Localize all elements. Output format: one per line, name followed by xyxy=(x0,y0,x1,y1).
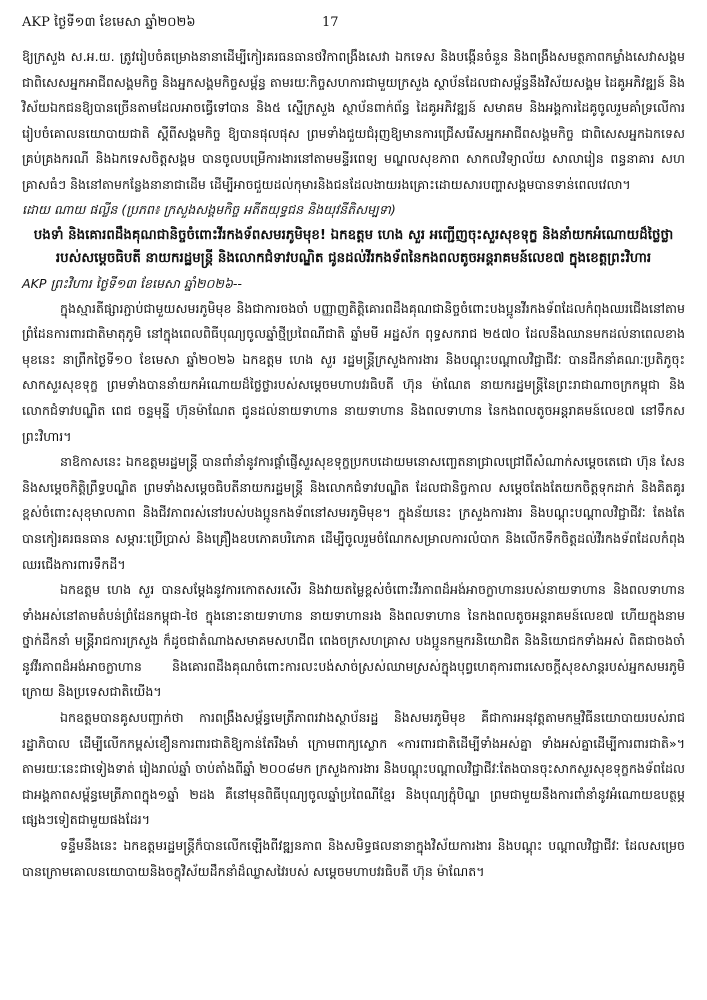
header-date: AKP ថ្ងៃទី១៣ ខែមេសា ឆ្នាំ២០២៦ xyxy=(22,15,196,30)
article-paragraph: ឯកឧត្តមបានគូសបញ្ជាក់ថា ការពង្រឹងសម្ព័ន្ធមេត្រីភាពរវាងស្ថាប័នរដ្ឋ និងសមរភូមិមុខ គឺជាការអនុវត្តតាមកម្មវិធីនយោបាយរបស់រាជរដ្ឋាភិបាល ដើម្បីលើកកម្ពស់ខឿនការពារជាតិឱ្យកាន់តែរឹងមាំ ក្រោមពាក្យស្លោក «ការពារជាតិដើម្បីទាំងអស់គ្នា ទាំងអស់គ្នាដើម្បីការពារជាតិ»។ តាមរយៈនេះជាទៀងទាត់ រៀងរាល់ឆ្នាំ ចាប់តាំងពីឆ្នាំ ២០០៨មក ក្រសួងការងារ និងបណ្តុះបណ្តាលវិជ្ជាជីវៈតែងបានចុះសាកសួរសុខទុក្ខកងទ័ពដែលជាអង្គភាពសម្ព័ន្ធមេត្រីភាពក្នុង១ឆ្នាំ ២ដង គឺនៅមុនពិធីបុណ្យចូលឆ្នាំប្រពៃណីខ្មែរ និងបុណ្យភ្ជុំបិណ្ឌ ព្រមជាមួយនឹងការពាំនាំនូវអំណោយឧបត្ថម្ភផ្សេងៗទៀតជាមួយផងដែរ។ xyxy=(22,710,685,828)
continuation-paragraph: ឱ្យក្រសួង ស.អ.យ. ត្រូវរៀបចំគម្រោងនានាដើម្បីកៀរគរធនធានថវិកាពង្រឹងសេវា ឯកទេស និងបង្កើនចំនួន និងពង្រឹងសមត្ថភាពកម្លាំងសេវាសង្គម ជាពិសេសអ្នកអាជីពសង្គមកិច្ច និងអ្នកសង្គមកិច្ចសម្ព័ន្ធ តាមរយៈកិច្ចសហការជាមួយក្រសួង ស្ថាប័នដែលជាសម្ព័ន្ធនឹងវិស័យសង្គម ដៃគូអភិវឌ្ឍន៍ និងវិស័យឯកជនឱ្យបានច្រើនតាមដែលអាចធ្វើទៅបាន និង៥ ស្នើក្រសួង ស្ថាប័នពាក់ព័ន្ធ ដៃគូអភិវឌ្ឍន៍ សមាគម និងអង្គការដៃគូចូលរួមគាំទ្រលើការរៀបចំគោលនយោបាយជាតិ ស្តីពីសង្គមកិច្ច ឱ្យបានផុលផុស ព្រមទាំងជួយជំរុញឱ្យមានការជ្រើសរើសអ្នកអាជីពសង្គមកិច្ច ជាពិសេសអ្នកឯកទេសគ្រប់គ្រងករណី និងឯកទេសចិត្តសង្គម បានចូលបម្រើការងារនៅតាមមន្ទីរពេទ្យ មណ្ឌលសុខភាព សាកលវិទ្យាល័យ សាលារៀន ពន្ធនាគារ សហគ្រាសធំៗ និងនៅតាមកន្លែងនានាជាដើម ដើម្បីអាចជួយដល់កុមារនិងជនដែលងាយរងគ្រោះដោយសារបញ្ហាសង្គមបានទាន់ពេលវេលា។ xyxy=(22,49,685,192)
article-title: បងទាំ និងគោរពដឹងគុណជានិច្ចចំពោះវីរកងទ័ពសមរភូមិមុខ! ឯកឧត្តម ហេង សួរ អញ្ជើញចុះសួរសុខទុក្ខ និងនាំយកអំណោយដ៏ថ្លៃថ្លារបស់សម្តេចធិបតី នាយករដ្ឋមន្ត្រី និងលោកជំទាវបណ្ឌិត ជូនដល់វីរកងទ័ពនៃកងពលតូចអន្តរាគមន៍លេខ៧ ក្នុងខេត្តព្រះវិហារ xyxy=(33,227,674,266)
page-number: 17 xyxy=(322,15,339,30)
page-header xyxy=(22,14,685,44)
article-dateline: AKP ព្រះវិហារ ថ្ងៃទី១៣ ខែមេសា ឆ្នាំ២០២៦-- xyxy=(22,275,242,291)
continuation-byline: ដោយ ណាយ ផល្លីន (ប្រភព៖ ក្រសួងសង្គមកិច្ច អតីតយុទ្ធជន និងយុវនីតិសម្បទា) xyxy=(22,201,396,217)
article-paragraph: នាឱកាសនេះ ឯកឧត្តមរដ្ឋមន្ត្រី បានពាំនាំនូវការផ្តាំផ្ញើសួរសុខទុក្ខប្រកបដោយមនោសញ្ចេតនាជ្រាលជ្រៅពីសំណាក់សម្តេចតេជោ ហ៊ុន សែន និងសម្តេចកិត្តិព្រឹទ្ធបណ្ឌិត ព្រមទាំងសម្តេចធិបតីនាយករដ្ឋមន្ត្រី និងលោកជំទាវបណ្ឌិត ដែលជានិច្ចកាល សម្តេចតែងតែយកចិត្តទុកដាក់ និងគិតគូរខ្ពស់ចំពោះសុខុមាលភាព និងជីវភាពរស់នៅរបស់បងប្អូនកងទ័ពនៅសមរភូមិមុខ។ ក្នុងន័យនេះ ក្រសួងការងារ និងបណ្តុះបណ្តាលវិជ្ជាជីវៈ តែងតែបានកៀរគរធនធាន សម្ភារៈប្រើប្រាស់ និងគ្រឿងឧបភោគបរិភោគ ដើម្បីចូលរួមចំណែកសម្រាលការលំបាក និងលើកទឹកចិត្តដល់វីរកងទ័ពដែលកំពុងឈរជើងការពារទឹកដី។ xyxy=(22,454,685,572)
article-paragraph: ក្នុងស្មារតីផ្សារភ្ជាប់ជាមួយសមរភូមិមុខ និងជាការចងចាំ បញ្ញាញតិត្តិគោរពដឹងគុណជានិច្ចចំពោះបងប្អូនវីរកងទ័ពដែលកំពុងឈរជើងនៅតាមព្រំដែនការពារជាតិមាតុភូមិ នៅក្នុងពេលពិធីបុណ្យចូលឆ្នាំថ្មីប្រពៃណីជាតិ ឆ្នាំមមី អដ្ឋស័ក ពុទ្ធសករាជ ២៥៧០ ដែលនឹងឈានមកដល់នាពេលខាងមុខនេះ នាព្រឹកថ្ងៃទី១០ ខែមេសា ឆ្នាំ២០២៦ ឯកឧត្តម ហេង សួរ រដ្ឋមន្ត្រីក្រសួងការងារ និងបណ្តុះបណ្តាលវិជ្ជាជីវៈ បានដឹកនាំគណៈប្រតិភូចុះសាកសួរសុខទុក្ខ ព្រមទាំងបាននាំយកអំណោយដ៏ថ្លៃថ្លារបស់សម្តេចមហាបវរធិបតី ហ៊ុន ម៉ាណែត នាយករដ្ឋមន្ត្រីនៃព្រះរាជាណាចក្រកម្ពុជា និងលោកជំទាវបណ្ឌិត ពេជ ចន្ទមុន្នី ហ៊ុនម៉ាណែត ជូនដល់នាយទាហាន នាយទាហាន និងពលទាហាន នៃកងពលតូចអន្តរាគមន៍លេខ៧ នៅទឹកសព្រះវិហារ។ xyxy=(22,300,685,444)
article-paragraph: ទន្ទឹមនឹងនេះ ឯកឧត្តមរដ្ឋមន្ត្រីក៏បានលើកឡើងពីវឌ្ឍនភាព និងសមិទ្ធផលនានាក្នុងវិស័យការងារ និងបណ្តុះ បណ្តាលវិជ្ជាជីវៈ ដែលសម្រេចបានក្រោមគោលនយោបាយនិងចក្ខុវិស័យដឹកនាំដ៏ឈ្លាសវៃរបស់ សម្តេចមហាបវរធិបតី ហ៊ុន ម៉ាណែត។ xyxy=(22,838,685,879)
article-paragraph: ឯកឧត្តម ហេង សួរ បានសម្តែងនូវការកោតសរសើរ និងវាយតម្លៃខ្ពស់ចំពោះវីរភាពដ៏អង់អាចក្លាហានរបស់នាយទាហាន និងពលទាហានទាំងអស់នៅតាមតំបន់ព្រំដែនកម្ពុជា-ថៃ ក្នុងនោះនាយទាហាន នាយទាហានរង និងពលទាហាន នៃកងពលតូចអន្តរាគមន៍លេខ៧ ហើយក្នុងនាមថ្នាក់ដឹកនាំ មន្ត្រីរាជការក្រសួង ក៏ដូចជាតំណាងសមាគមសហជីព ពេងចក្រសហគ្រាស បងប្អូនកម្មករនិយោជិត និងនិយោជកទាំងអស់ ពិតជាចងចាំនូវវីរភាពដ៏អង់អាចក្លាហាន និងគោរពដឹងគុណចំពោះការលះបង់សាច់ស្រស់ឈាមស្រស់ក្នុងបុព្វហេតុការពារសេចក្តីសុខសាន្តរបស់អ្នកសមរភូមិក្រោយ និងប្រទេសជាតិយើង។ xyxy=(22,582,685,700)
